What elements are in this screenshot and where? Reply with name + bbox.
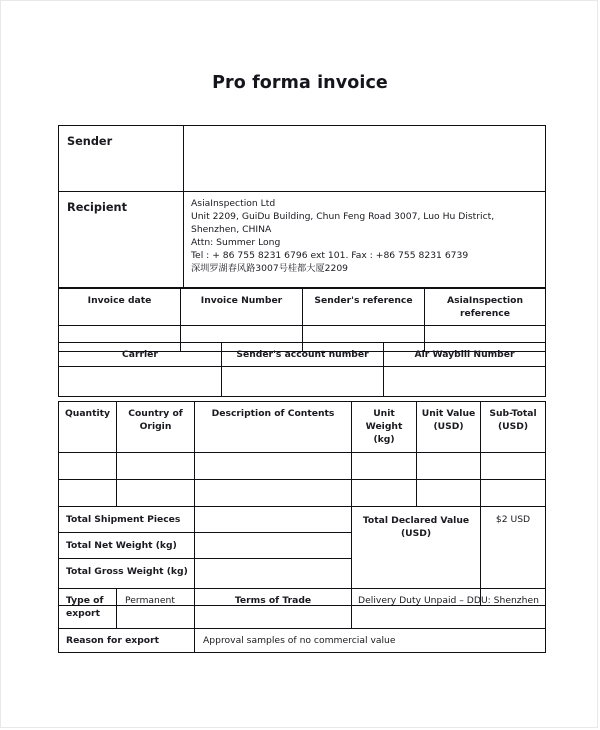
cell-country-of-origin[interactable] — [117, 480, 195, 507]
label-total-shipment-pieces: Total Shipment Pieces — [59, 507, 195, 533]
parties-table — [58, 125, 546, 288]
recipient-line: Unit 2209, GuiDu Building, Chun Feng Road 3007, Luo Hu District, — [191, 211, 495, 223]
cell-unit-value[interactable] — [417, 480, 481, 507]
export-table — [58, 588, 546, 653]
table-row — [59, 367, 546, 397]
label-reason-for-export: Reason for export — [59, 629, 195, 653]
cell-senders-account-number[interactable] — [222, 367, 384, 397]
cell-description[interactable] — [195, 480, 352, 507]
col-unit-weight: Unit Weight (kg) — [352, 402, 417, 453]
cell-country-of-origin[interactable] — [117, 453, 195, 480]
table-header-row — [59, 289, 546, 326]
cell-total-shipment-pieces[interactable] — [195, 507, 352, 533]
cell-terms-of-trade[interactable]: Delivery Duty Unpaid – DDU: Shenzhen — [352, 589, 546, 629]
cell-quantity[interactable] — [59, 480, 117, 507]
recipient-line: Shenzhen, CHINA — [191, 224, 272, 236]
recipient-line-chinese: 深圳罗湖春风路3007号桂都大厦2209 — [191, 263, 349, 275]
table-row — [59, 480, 546, 507]
col-sub-total: Sub-Total (USD) — [481, 402, 546, 453]
items-table — [58, 401, 546, 606]
table-row — [59, 589, 546, 629]
cell-unit-weight[interactable] — [352, 480, 417, 507]
label-total-declared-value: Total Declared Value (USD) — [352, 507, 481, 606]
col-asiainspection-reference: AsiaInspection reference — [425, 289, 546, 326]
cell-sub-total[interactable] — [481, 480, 546, 507]
col-senders-account-number: Sender's account number — [222, 343, 384, 367]
table-row — [59, 126, 546, 192]
col-description-of-contents: Description of Contents — [195, 402, 352, 453]
cell-carrier[interactable] — [59, 367, 222, 397]
page-title: Pro forma invoice — [212, 73, 388, 93]
label-total-gross-weight: Total Gross Weight (kg) — [59, 559, 195, 606]
cell-total-net-weight[interactable] — [195, 533, 352, 559]
col-senders-reference: Sender's reference — [303, 289, 425, 326]
cell-unit-weight[interactable] — [352, 453, 417, 480]
table-row — [59, 507, 546, 533]
recipient-value[interactable] — [184, 192, 546, 288]
col-invoice-date: Invoice date — [59, 289, 181, 326]
label-terms-of-trade: Terms of Trade — [195, 589, 352, 629]
cell-air-waybill-number[interactable] — [384, 367, 546, 397]
cell-description[interactable] — [195, 453, 352, 480]
table-row — [59, 453, 546, 480]
cell-sub-total[interactable] — [481, 453, 546, 480]
carrier-table — [58, 342, 546, 397]
cell-reason-for-export[interactable]: Approval samples of no commercial value — [195, 629, 546, 653]
recipient-line: Tel : + 86 755 8231 6796 ext 101. Fax : +86 755 8231 6739 — [191, 250, 469, 262]
col-country-of-origin: Country of Origin — [117, 402, 195, 453]
sender-value[interactable] — [184, 126, 546, 192]
cell-total-declared-value[interactable]: $2 USD — [481, 507, 546, 606]
table-header-row — [59, 402, 546, 453]
col-air-waybill-number: Air Waybill Number — [384, 343, 546, 367]
cell-type-of-export[interactable]: Permanent — [117, 589, 195, 629]
col-invoice-number: Invoice Number — [181, 289, 303, 326]
label-total-net-weight: Total Net Weight (kg) — [59, 533, 195, 559]
recipient-label: Recipient — [59, 192, 184, 288]
label-type-of-export: Type of export — [59, 589, 117, 629]
cell-unit-value[interactable] — [417, 453, 481, 480]
recipient-line: Attn: Summer Long — [191, 237, 281, 249]
table-row — [59, 629, 546, 653]
table-row — [59, 192, 546, 288]
table-header-row — [59, 343, 546, 367]
sender-label: Sender — [59, 126, 184, 192]
col-carrier: Carrier — [59, 343, 222, 367]
col-quantity: Quantity — [59, 402, 117, 453]
recipient-line: AsiaInspection Ltd — [191, 198, 276, 209]
col-unit-value: Unit Value (USD) — [417, 402, 481, 453]
cell-quantity[interactable] — [59, 453, 117, 480]
